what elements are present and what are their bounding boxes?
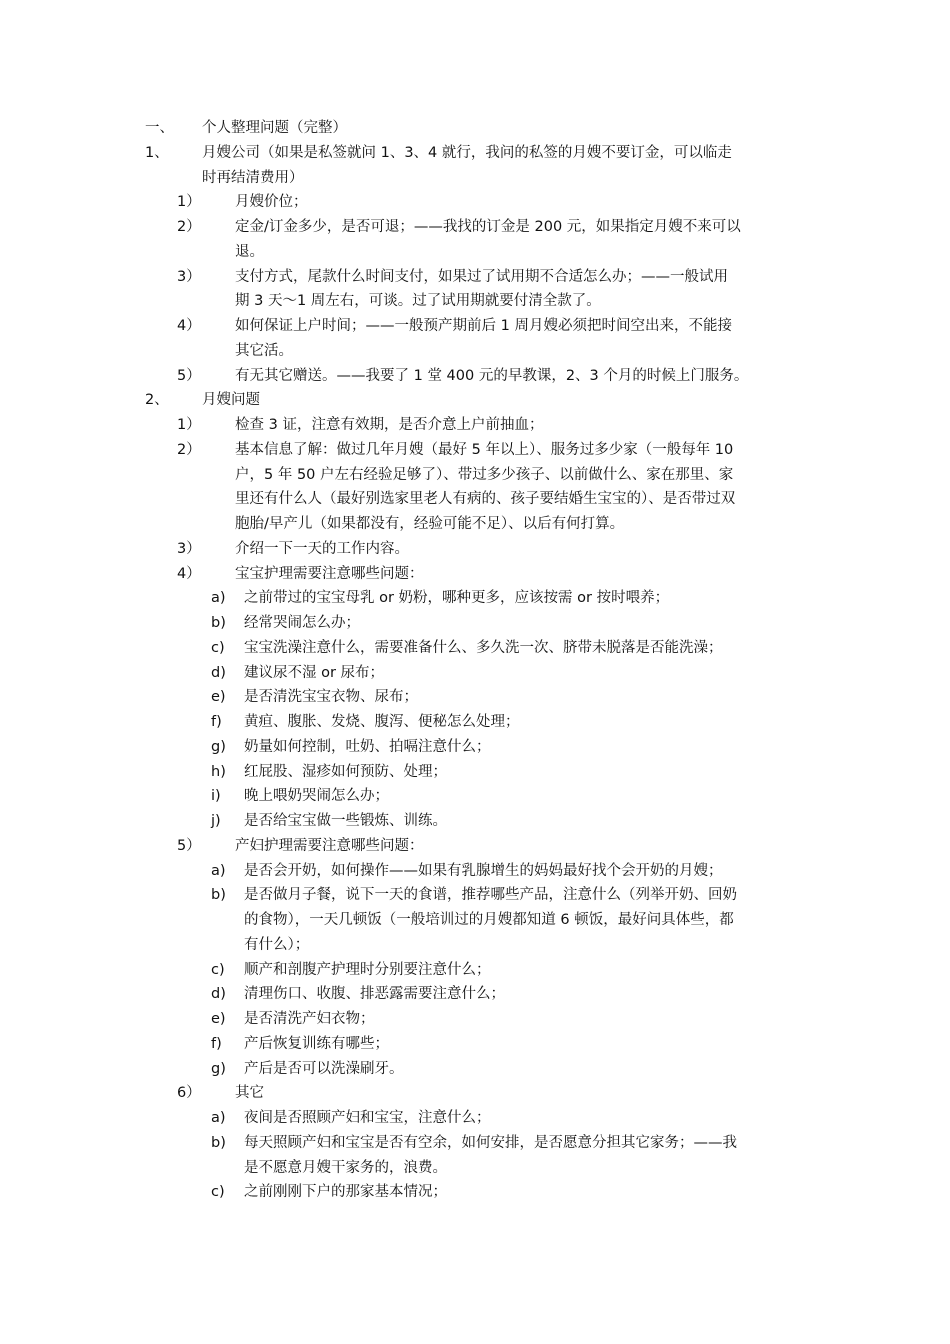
document-line [0, 834, 950, 859]
list-marker: a) [211, 862, 226, 879]
document-line [0, 314, 950, 339]
document-line [0, 1106, 950, 1131]
list-marker: j) [211, 813, 221, 829]
document-line [0, 685, 950, 710]
list-text: 期 3 天～1 周左右，可谈。过了试用期就要付清全款了。 [235, 293, 601, 310]
list-marker: 5） [177, 837, 201, 854]
document-line [0, 240, 950, 265]
document-line [0, 116, 950, 141]
document-line [0, 1156, 950, 1181]
list-marker: 6） [177, 1085, 201, 1102]
document-line [0, 784, 950, 809]
list-text: 之前刚刚下户的那家基本情况； [244, 1184, 447, 1201]
list-text: 基本信息了解：做过几年月嫂（最好 5 年以上）、服务过多少家（一般每年 10 [235, 441, 734, 458]
document-line [0, 1131, 950, 1156]
list-text: 产后是否可以洗澡刷牙。 [244, 1060, 404, 1077]
list-marker: 5） [177, 367, 201, 384]
document-line [0, 958, 950, 983]
list-marker: 2） [177, 219, 201, 235]
list-text: 定金/订金多少，是否可退；——我找的订金是 200 元，如果指定月嫂不来可以 [235, 219, 741, 235]
document-line [0, 982, 950, 1007]
list-text: 顺产和剖腹产护理时分别要注意什么； [244, 961, 491, 978]
list-marker: c) [211, 961, 225, 978]
list-text: 有无其它赠送。——我要了 1 堂 400 元的早教课，2、3 个月的时候上门服务。 [235, 367, 749, 384]
list-marker: 1） [177, 417, 201, 433]
list-text: 里还有什么人（最好别选家里老人有病的、孩子要结婚生宝宝的）、是否带过双 [235, 491, 736, 508]
document-line [0, 438, 950, 463]
list-text: 其它活。 [235, 342, 293, 359]
list-text: 红屁股、湿疹如何预防、处理； [244, 763, 447, 780]
document-line [0, 1032, 950, 1057]
list-text: 退。 [235, 243, 264, 260]
list-marker: f) [211, 714, 222, 730]
list-text: 建议尿不湿 or 尿布； [244, 664, 385, 681]
list-marker: 1、 [145, 144, 169, 161]
list-text: 经常哭闹怎么办； [244, 615, 360, 631]
document-line [0, 883, 950, 908]
list-text: 晚上喂奶哭闹怎么办； [244, 788, 389, 805]
document-line [0, 1180, 950, 1205]
list-text: 个人整理问题（完整） [202, 120, 347, 136]
list-text: 是否会开奶，如何操作——如果有乳腺增生的妈妈最好找个会开奶的月嫂； [244, 862, 723, 879]
document-line [0, 289, 950, 314]
document-line [0, 661, 950, 686]
document-line [0, 1007, 950, 1032]
document-line [0, 166, 950, 191]
document-line [0, 364, 950, 389]
list-marker: 3） [177, 540, 201, 557]
document-line [0, 908, 950, 933]
document-line [0, 265, 950, 290]
list-text: 清理伤口、收腹、排恶露需要注意什么； [244, 986, 505, 1003]
list-text: 检查 3 证，注意有效期，是否介意上户前抽血； [235, 417, 544, 433]
list-text: 的食物），一天几顿饭（一般培训过的月嫂都知道 6 顿饭，最好问具体些，都 [244, 912, 734, 928]
list-marker: f) [211, 1035, 222, 1052]
list-text: 胞胎/早产儿（如果都没有，经验可能不足）、以后有何打算。 [235, 516, 625, 532]
list-marker: c) [211, 1184, 225, 1201]
list-marker: d) [211, 664, 226, 681]
list-text: 如何保证上户时间；——一般预产期前后 1 周月嫂必须把时间空出来，不能接 [235, 318, 732, 334]
list-text: 是否清洗产妇衣物； [244, 1011, 375, 1027]
list-text: 月嫂公司（如果是私签就问 1、3、4 就行，我问的私签的月嫂不要订金，可以临走 [202, 144, 732, 161]
list-text: 有什么）； [244, 936, 310, 953]
document-line [0, 611, 950, 636]
list-marker: b) [211, 1134, 226, 1151]
document-line [0, 760, 950, 785]
list-marker: 3） [177, 268, 201, 285]
list-marker: e) [211, 1011, 226, 1027]
document-line [0, 537, 950, 562]
list-text: 是否清洗宝宝衣物、尿布； [244, 689, 418, 706]
list-text: 户，5 年 50 户左右经验足够了）、带过多少孩子、以前做什么、家在那里、家 [235, 466, 734, 483]
list-marker: g) [211, 738, 226, 755]
document-line [0, 1081, 950, 1106]
list-marker: e) [211, 689, 226, 706]
document-line [0, 190, 950, 215]
list-marker: g) [211, 1060, 226, 1077]
document-line [0, 809, 950, 834]
document-line [0, 933, 950, 958]
document-line [0, 859, 950, 884]
list-text: 宝宝洗澡注意什么，需要准备什么、多久洗一次、脐带未脱落是否能洗澡； [244, 639, 723, 656]
list-marker: 2） [177, 441, 201, 458]
list-marker: a) [211, 1110, 226, 1126]
list-text: 时再结清费用） [202, 169, 304, 186]
document-line [0, 463, 950, 488]
list-text: 支付方式，尾款什么时间支付，如果过了试用期不合适怎么办；——一般试用 [235, 268, 728, 285]
list-text: 之前带过的宝宝母乳 or 奶粉，哪种更多，应该按需 or 按时喂养； [244, 590, 670, 607]
document-line [0, 512, 950, 537]
list-text: 介绍一下一天的工作内容。 [235, 540, 409, 557]
document-line [0, 487, 950, 512]
document-line [0, 339, 950, 364]
list-text: 产妇护理需要注意哪些问题： [235, 837, 424, 854]
document-line [0, 735, 950, 760]
list-marker: 4） [177, 318, 201, 334]
list-text: 月嫂问题 [202, 392, 260, 409]
list-marker: a) [211, 590, 226, 607]
list-text: 每天照顾产妇和宝宝是否有空余，如何安排，是否愿意分担其它家务；——我 [244, 1134, 737, 1151]
document-line [0, 215, 950, 240]
list-text: 其它 [235, 1085, 264, 1102]
list-marker: 1） [177, 194, 201, 211]
document-line [0, 1057, 950, 1082]
list-text: 夜间是否照顾产妇和宝宝，注意什么； [244, 1110, 491, 1126]
document-line [0, 586, 950, 611]
list-text: 黄疸、腹胀、发烧、腹泻、便秘怎么处理； [244, 714, 520, 730]
document-line [0, 388, 950, 413]
document-line [0, 710, 950, 735]
list-marker: 2、 [145, 392, 169, 409]
list-marker: i) [211, 788, 221, 805]
list-text: 是否做月子餐，说下一天的食谱，推荐哪些产品，注意什么（列举开奶、回奶 [244, 887, 737, 904]
list-marker: 4） [177, 565, 201, 582]
list-marker: b) [211, 615, 226, 631]
list-marker: d) [211, 986, 226, 1003]
document-line [0, 636, 950, 661]
list-text: 宝宝护理需要注意哪些问题： [235, 565, 424, 582]
list-marker: h) [211, 763, 226, 780]
document-line [0, 562, 950, 587]
list-marker: b) [211, 887, 226, 904]
list-marker: 一、 [145, 120, 174, 136]
document-line [0, 141, 950, 166]
list-text: 月嫂价位； [235, 194, 308, 211]
document-line [0, 413, 950, 438]
list-text: 是否给宝宝做一些锻炼、训练。 [244, 813, 447, 829]
list-text: 是不愿意月嫂干家务的，浪费。 [244, 1159, 447, 1176]
list-marker: c) [211, 639, 225, 656]
list-text: 产后恢复训练有哪些； [244, 1035, 389, 1052]
list-text: 奶量如何控制，吐奶、拍嗝注意什么； [244, 738, 491, 755]
